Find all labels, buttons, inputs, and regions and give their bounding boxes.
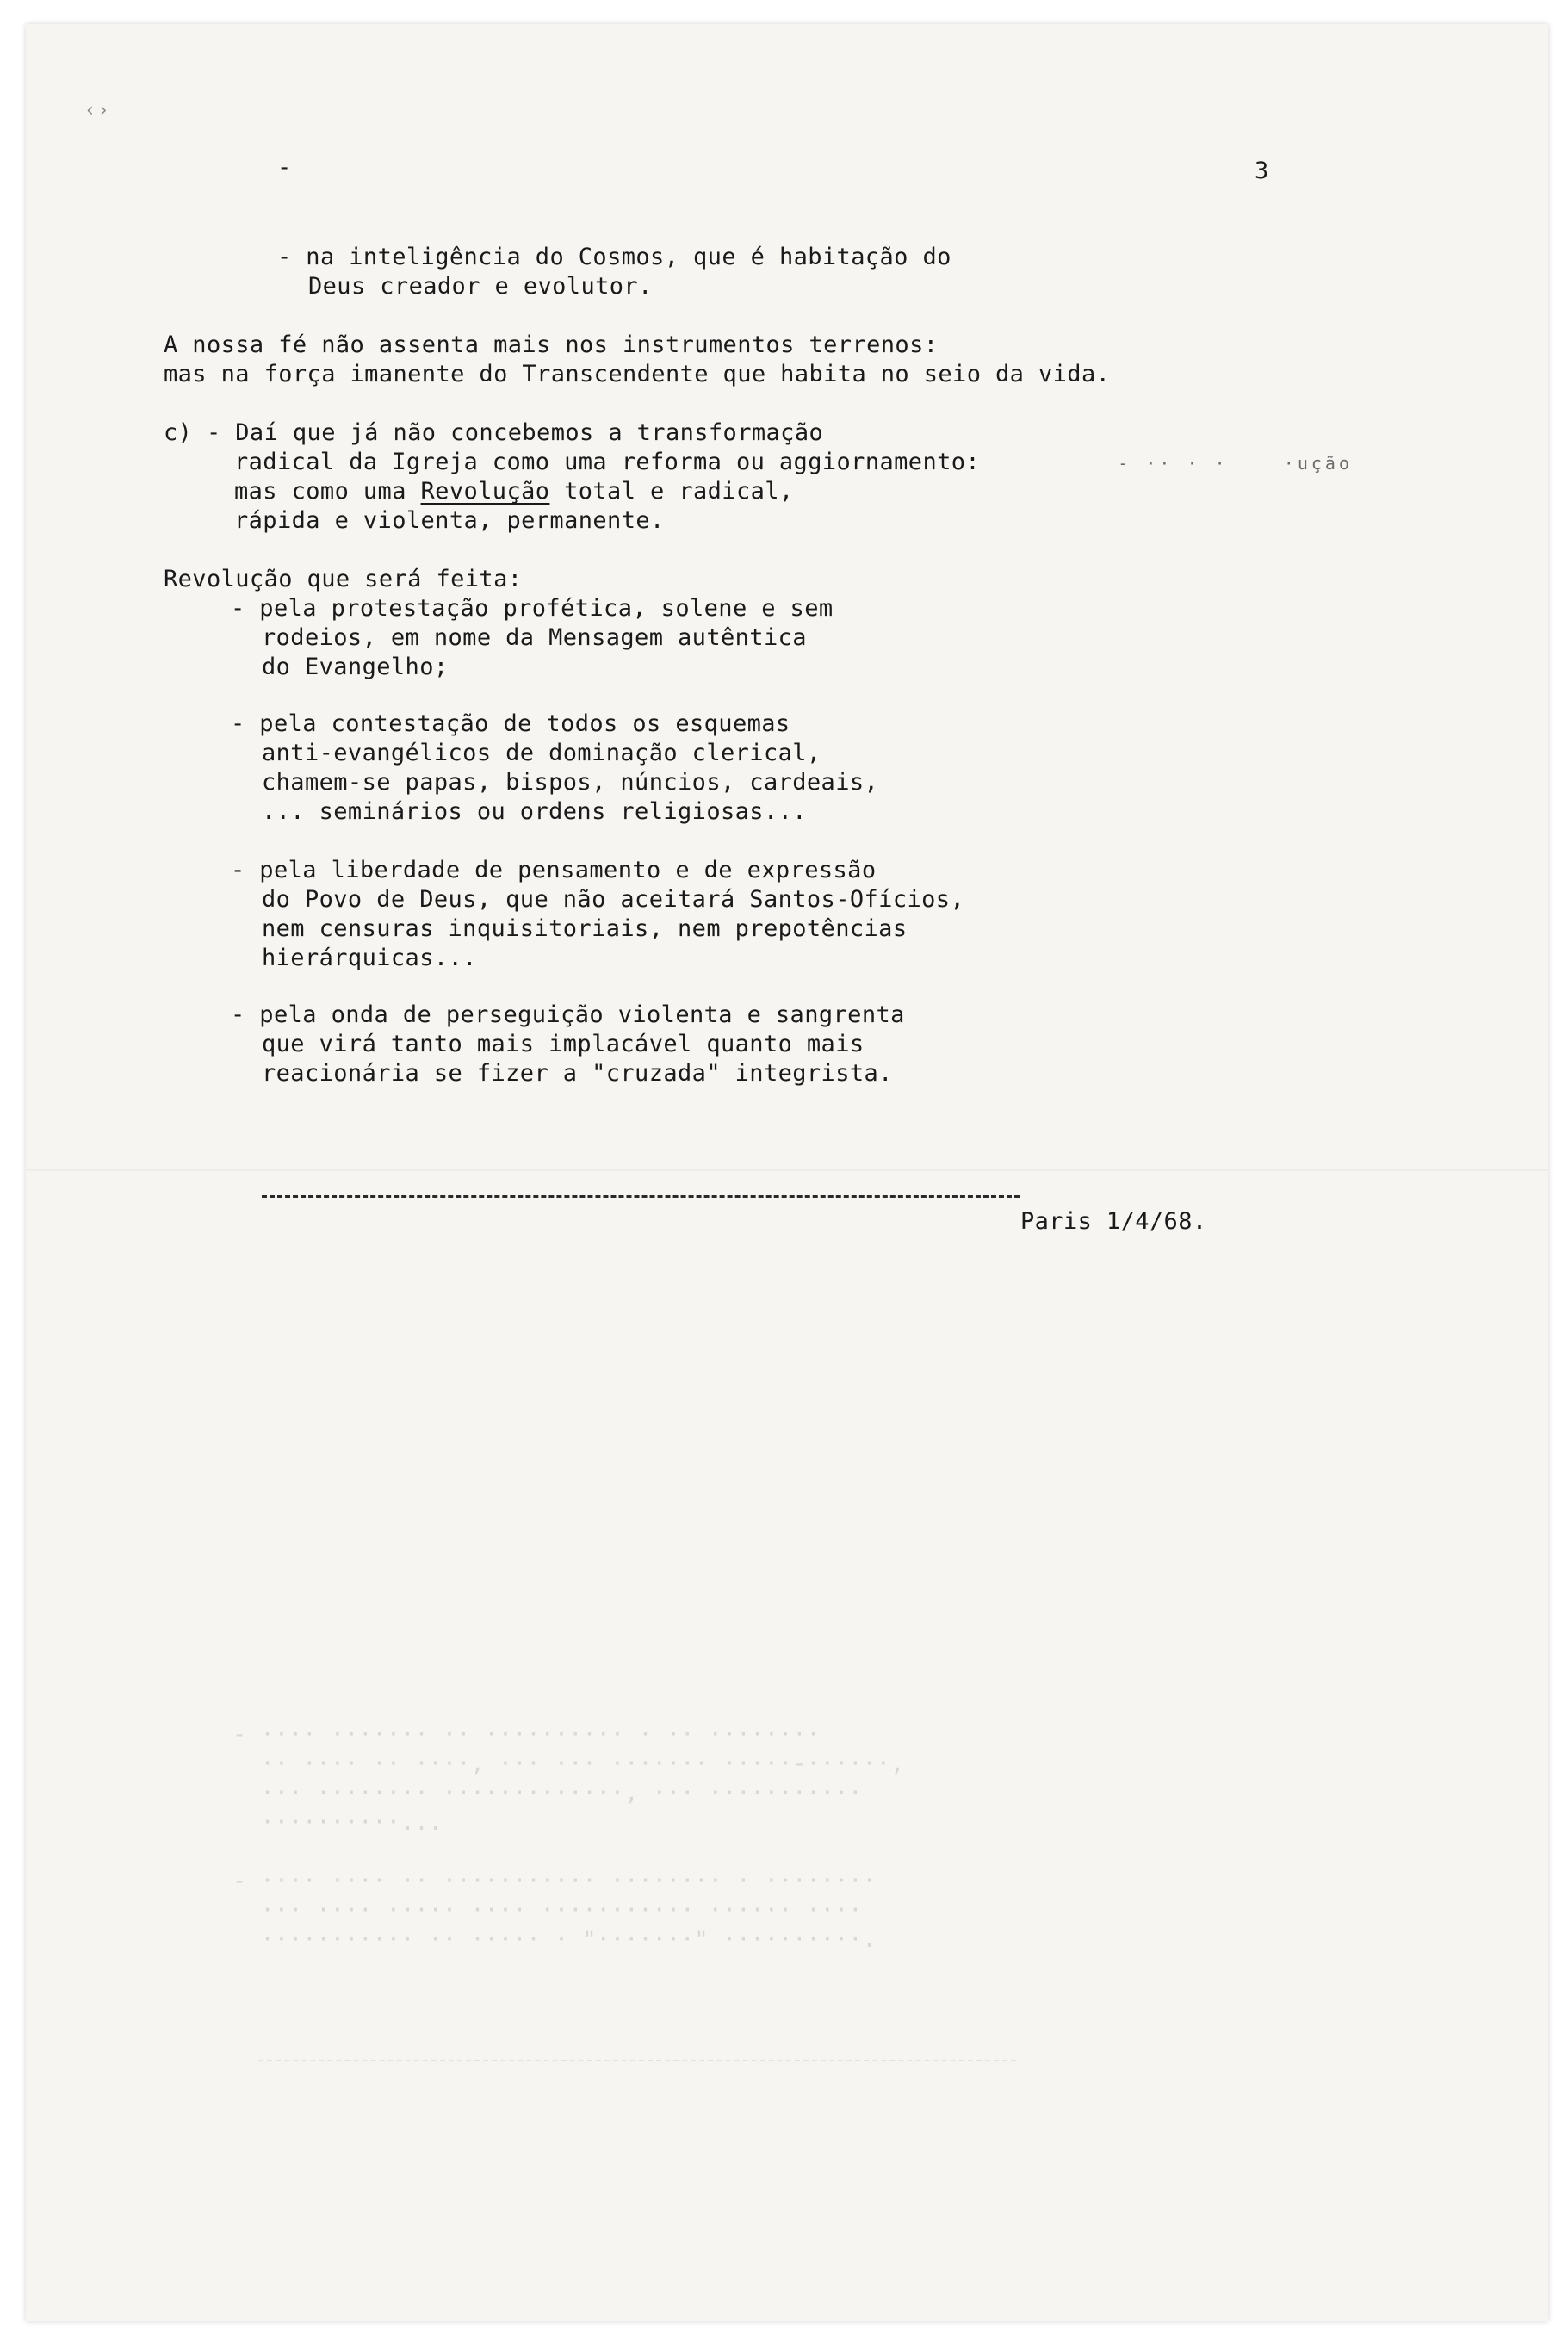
text-line: reacionária se fizer a "cruzada" integrista. [262, 1060, 893, 1087]
underlined-word: Revolução [420, 478, 550, 505]
margin-note: - ·· · · ·ução [1118, 453, 1353, 474]
page-number: 3 [1255, 158, 1269, 184]
text-line: rodeios, em nome da Mensagem autêntica [262, 624, 807, 651]
dashed-rule [262, 1195, 1020, 1198]
text-line: chamem-se papas, bispos, núncios, cardeais, [262, 769, 879, 796]
ghost-bleed-block: - ···· ······· ·· ·········· · ·· ········ ·· ···· ·· ····, ··· ··· ······· ·····-······, ··· ········ ·············, ··· ··········· ··········... - ···· ···· ·· ··········· ········ · ········ ··· ···· ····· ···· ··········· ······ ···· ··········· ·· ····· · "·······" ··········. [232, 1721, 905, 1953]
text-line: nem censuras inquisitoriais, nem prepotências [262, 915, 908, 942]
text-span: total e radical, [549, 478, 794, 505]
text-line: - pela onda de perseguição violenta e sangrenta [231, 1001, 905, 1028]
text-line: que virá tanto mais implacável quanto mais [262, 1031, 865, 1057]
text-line: - na inteligência do Cosmos, que é habitação do [277, 244, 951, 270]
ghost-rule [258, 2060, 1016, 2061]
text-line: ... seminários ou ordens religiosas... [262, 798, 807, 825]
text-line: Deus creador e evolutor. [308, 273, 653, 300]
corner-mark: ‹ › [86, 100, 108, 121]
text-line: anti-evangélicos de dominação clerical, [262, 740, 821, 766]
paper-fold [26, 1169, 1548, 1171]
text-line: - pela protestação profética, solene e sem [231, 595, 834, 622]
text-line: do Evangelho; [262, 654, 449, 680]
text-line: c) - Daí que já não concebemos a transformação [164, 419, 824, 446]
signoff: Paris 1/4/68. [1020, 1208, 1207, 1235]
text-line: mas na força imanente do Transcendente que habita no seio da vida. [164, 361, 1111, 387]
text-span: mas como uma [234, 478, 421, 505]
text-line [234, 477, 794, 506]
text-line: radical da Igreja como uma reforma ou aggiornamento: [234, 449, 981, 475]
text-line: - pela liberdade de pensamento e de expressão [231, 857, 877, 883]
text-line: rápida e violenta, permanente. [234, 507, 665, 534]
text-line: A nossa fé não assenta mais nos instrumentos terrenos: [164, 332, 939, 358]
text-line: hierárquicas... [262, 945, 477, 971]
page-dash: - [277, 154, 292, 181]
text-line: do Povo de Deus, que não aceitará Santos-Ofícios, [262, 886, 965, 913]
text-line: Revolução que será feita: [164, 566, 523, 592]
text-line: - pela contestação de todos os esquemas [231, 710, 790, 737]
